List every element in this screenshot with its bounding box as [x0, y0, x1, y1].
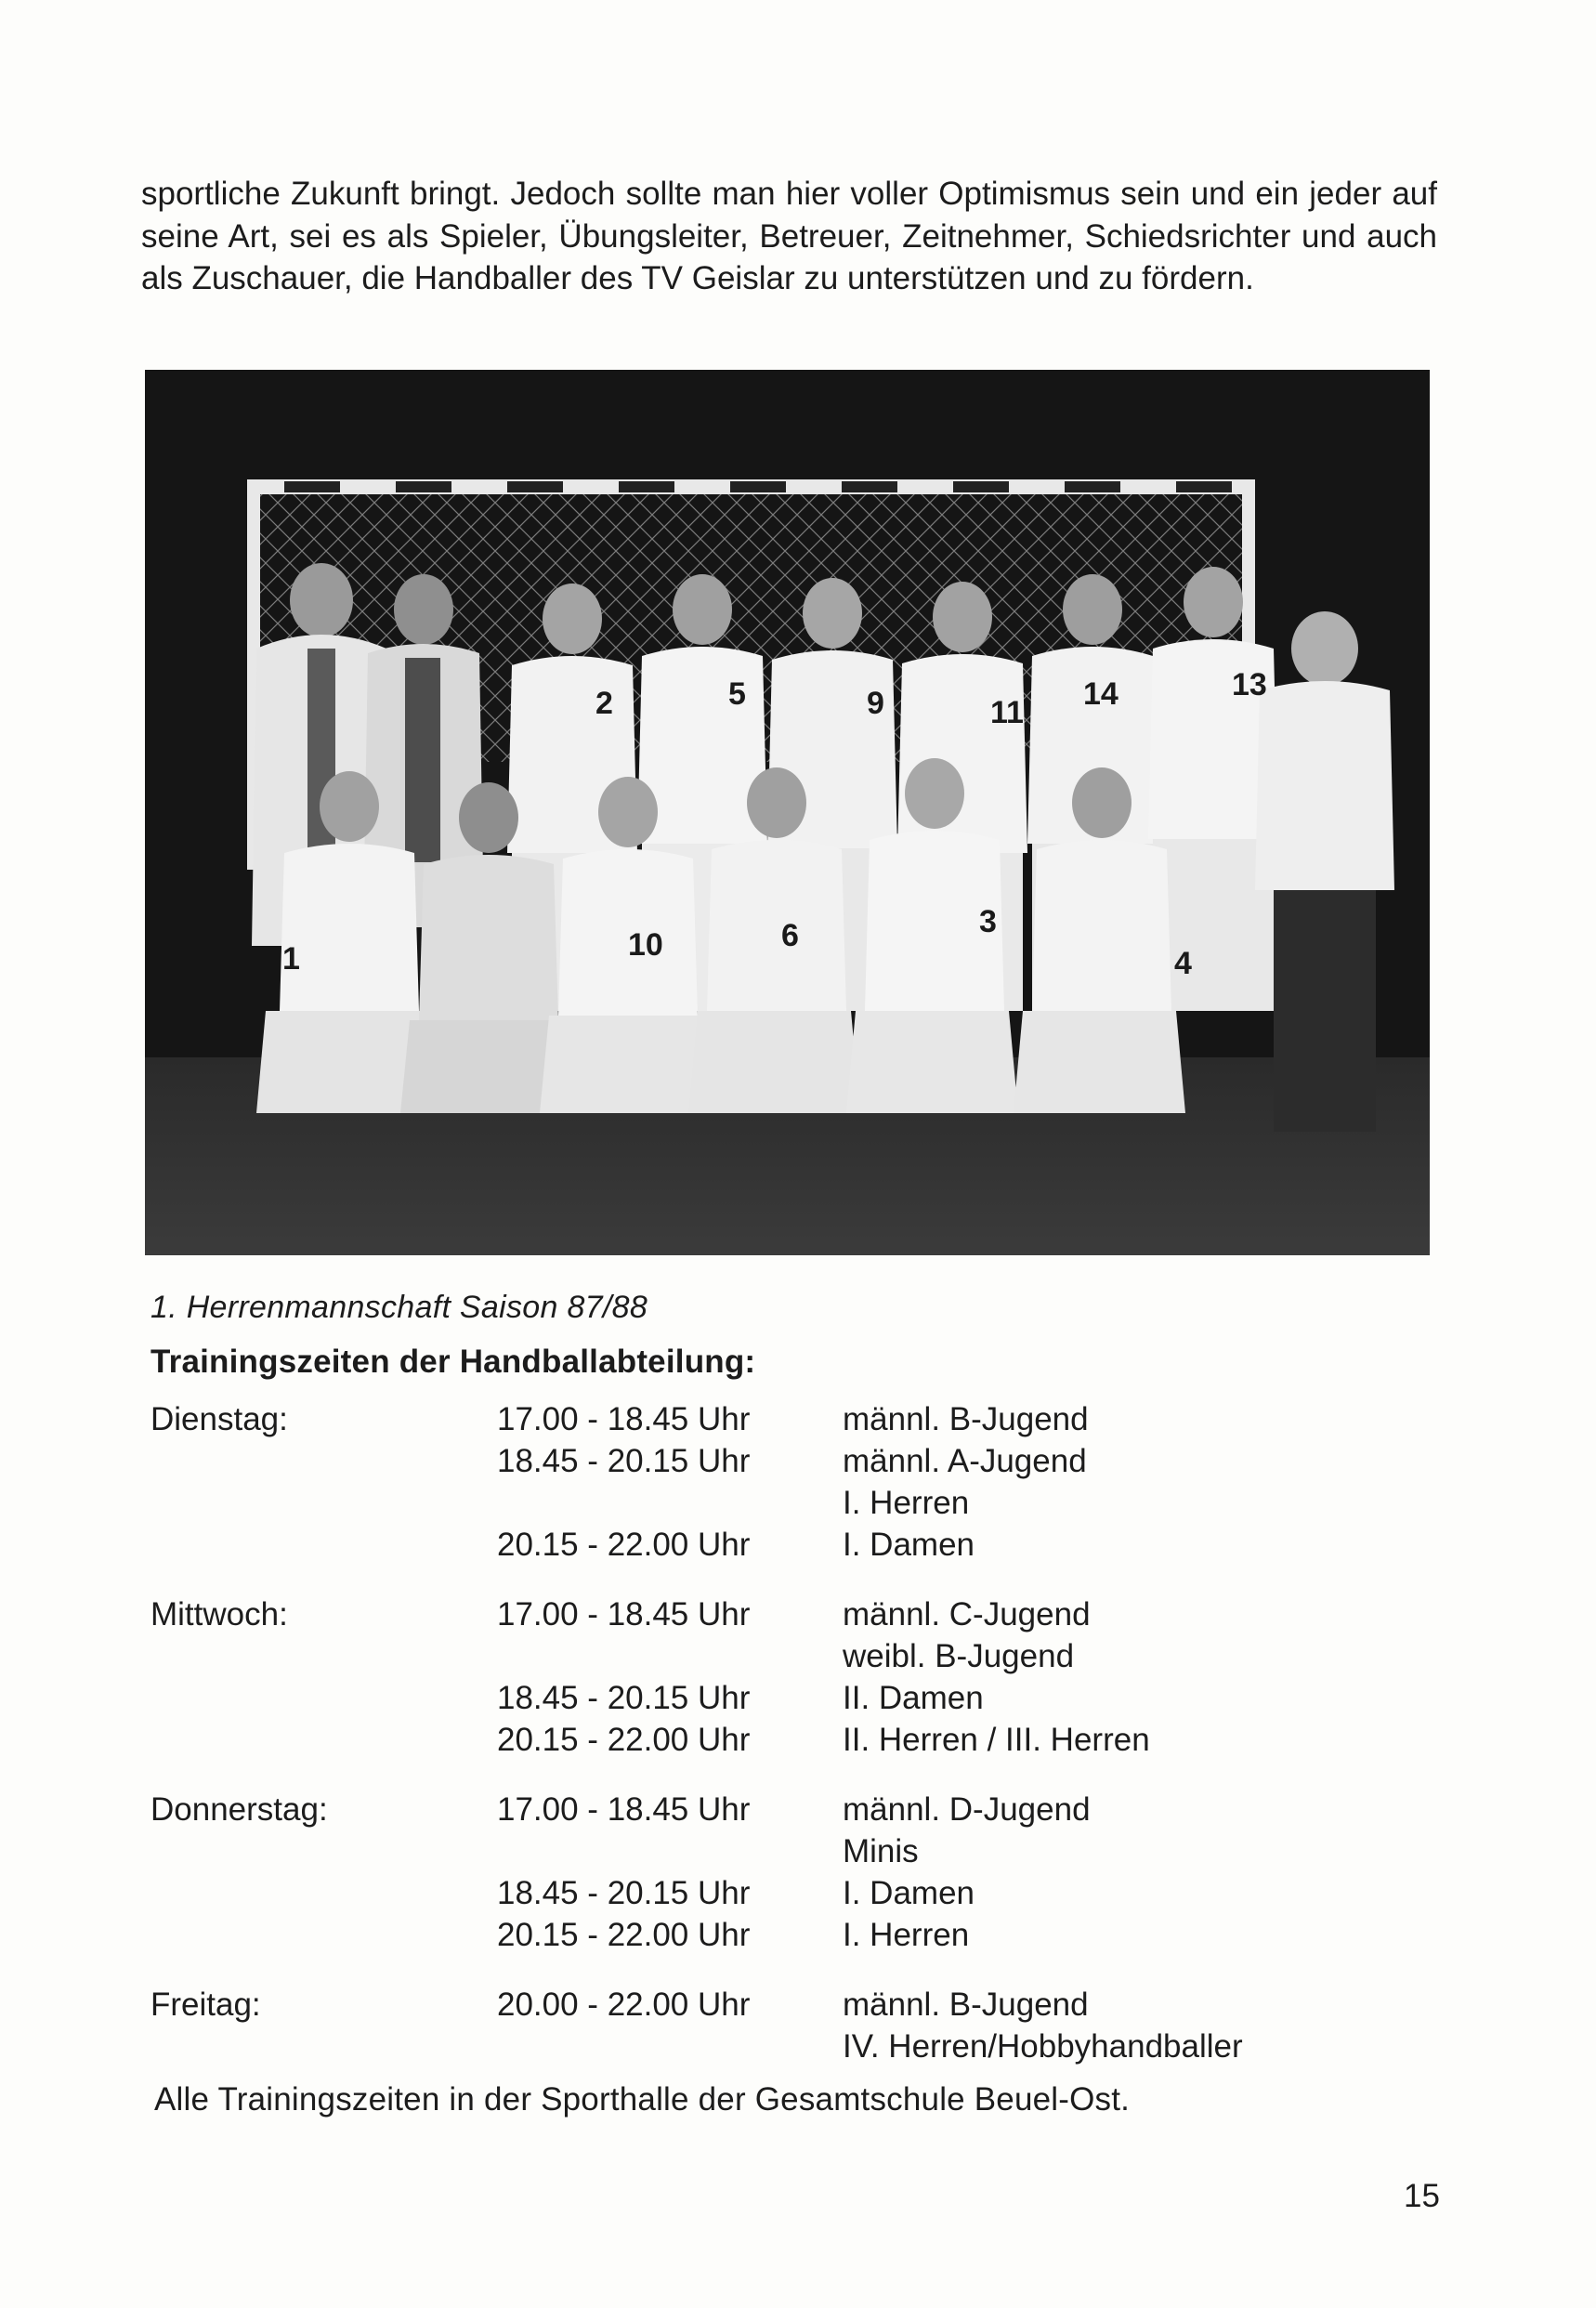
training-schedule	[150, 1398, 1358, 2095]
jersey-number: 5	[728, 676, 746, 712]
group-name: II. Herren / III. Herren	[843, 1722, 1150, 1758]
page-number: 15	[1404, 2178, 1440, 2214]
footer-note: Alle Trainingszeiten in der Sporthalle der Gesamtschule Beuel-Ost.	[154, 2081, 1131, 2118]
slot-groups	[843, 1872, 1358, 1914]
photo-caption: 1. Herrenmannschaft Saison 87/88	[150, 1290, 648, 1325]
group-name: I. Damen	[843, 1875, 975, 1911]
jersey-number: 13	[1232, 667, 1267, 702]
jersey-number: 9	[867, 686, 884, 721]
time-slot	[497, 1984, 1358, 2067]
schedule-day	[150, 1398, 1358, 1566]
time-slot	[497, 1593, 1358, 1677]
jersey-number: 11	[990, 695, 1024, 730]
time-slot	[497, 1677, 1358, 1719]
team-photo-illustration	[145, 370, 1430, 1255]
intro-text: sportliche Zukunft bringt. Jedoch sollte man hier voller Optimismus sein und ein jeder auf seine Art, sei es als Spieler, Übungsleiter, Betreuer, Zeitnehmer, Schiedsrichter und auch als Zuschauer, die Handballer des TV Geislar zu unterstützen und zu fördern.	[141, 176, 1437, 296]
jersey-number: 4	[1174, 946, 1192, 981]
time-slots	[497, 1593, 1358, 1761]
group-name: IV. Herren/Hobbyhandballer	[843, 2028, 1243, 2065]
time-slot	[497, 1440, 1358, 1524]
slot-time: 18.45 - 20.15 Uhr	[497, 1443, 751, 1479]
group-name: männl. C-Jugend	[843, 1596, 1091, 1633]
slot-time: 20.00 - 22.00 Uhr	[497, 1987, 751, 2023]
slot-groups	[843, 1440, 1358, 1524]
jersey-number: 6	[781, 918, 799, 953]
slot-time: 17.00 - 18.45 Uhr	[497, 1791, 751, 1828]
slot-groups	[843, 1677, 1358, 1719]
group-name: männl. B-Jugend	[843, 1401, 1089, 1437]
day-name: Mittwoch:	[150, 1596, 288, 1633]
group-name: männl. A-Jugend	[843, 1443, 1087, 1479]
time-slot	[497, 1914, 1358, 1956]
group-name: weibl. B-Jugend	[843, 1638, 1075, 1674]
slot-time: 18.45 - 20.15 Uhr	[497, 1875, 751, 1911]
jersey-number: 10	[628, 927, 663, 963]
slot-time: 20.15 - 22.00 Uhr	[497, 1527, 751, 1563]
day-name: Dienstag:	[150, 1401, 288, 1437]
time-slot	[497, 1872, 1358, 1914]
slot-groups	[843, 1593, 1358, 1677]
group-name: männl. B-Jugend	[843, 1987, 1089, 2023]
group-name: männl. D-Jugend	[843, 1791, 1091, 1828]
group-name: I. Damen	[843, 1527, 975, 1563]
time-slot	[497, 1524, 1358, 1566]
time-slot	[497, 1398, 1358, 1440]
slot-groups	[843, 1524, 1358, 1566]
group-name: I. Herren	[843, 1485, 970, 1521]
slot-time: 18.45 - 20.15 Uhr	[497, 1680, 751, 1716]
slot-groups	[843, 1789, 1358, 1872]
slot-groups	[843, 1984, 1358, 2067]
day-name: Donnerstag:	[150, 1791, 328, 1828]
slot-time: 20.15 - 22.00 Uhr	[497, 1917, 751, 1953]
day-name: Freitag:	[150, 1987, 261, 2023]
slot-groups	[843, 1914, 1358, 1956]
group-name: II. Damen	[843, 1680, 984, 1716]
time-slot	[497, 1789, 1358, 1872]
jersey-number: 1	[282, 941, 300, 977]
group-name: I. Herren	[843, 1917, 970, 1953]
schedule-day	[150, 1593, 1358, 1761]
slot-time: 17.00 - 18.45 Uhr	[497, 1596, 751, 1633]
slot-time: 20.15 - 22.00 Uhr	[497, 1722, 751, 1758]
intro-paragraph	[141, 173, 1437, 300]
slot-groups	[843, 1719, 1358, 1761]
time-slots	[497, 1789, 1358, 1956]
time-slot	[497, 1719, 1358, 1761]
slot-time: 17.00 - 18.45 Uhr	[497, 1401, 751, 1437]
schedule-day	[150, 1789, 1358, 1956]
jersey-number: 14	[1083, 676, 1119, 712]
team-photo	[145, 370, 1430, 1255]
time-slots	[497, 1984, 1358, 2067]
time-slots	[497, 1398, 1358, 1566]
slot-groups	[843, 1398, 1358, 1440]
schedule-day	[150, 1984, 1358, 2067]
jersey-number: 3	[979, 904, 997, 939]
section-heading: Trainingszeiten der Handballabteilung:	[150, 1344, 756, 1380]
jersey-number: 2	[595, 686, 613, 721]
group-name: Minis	[843, 1833, 919, 1869]
